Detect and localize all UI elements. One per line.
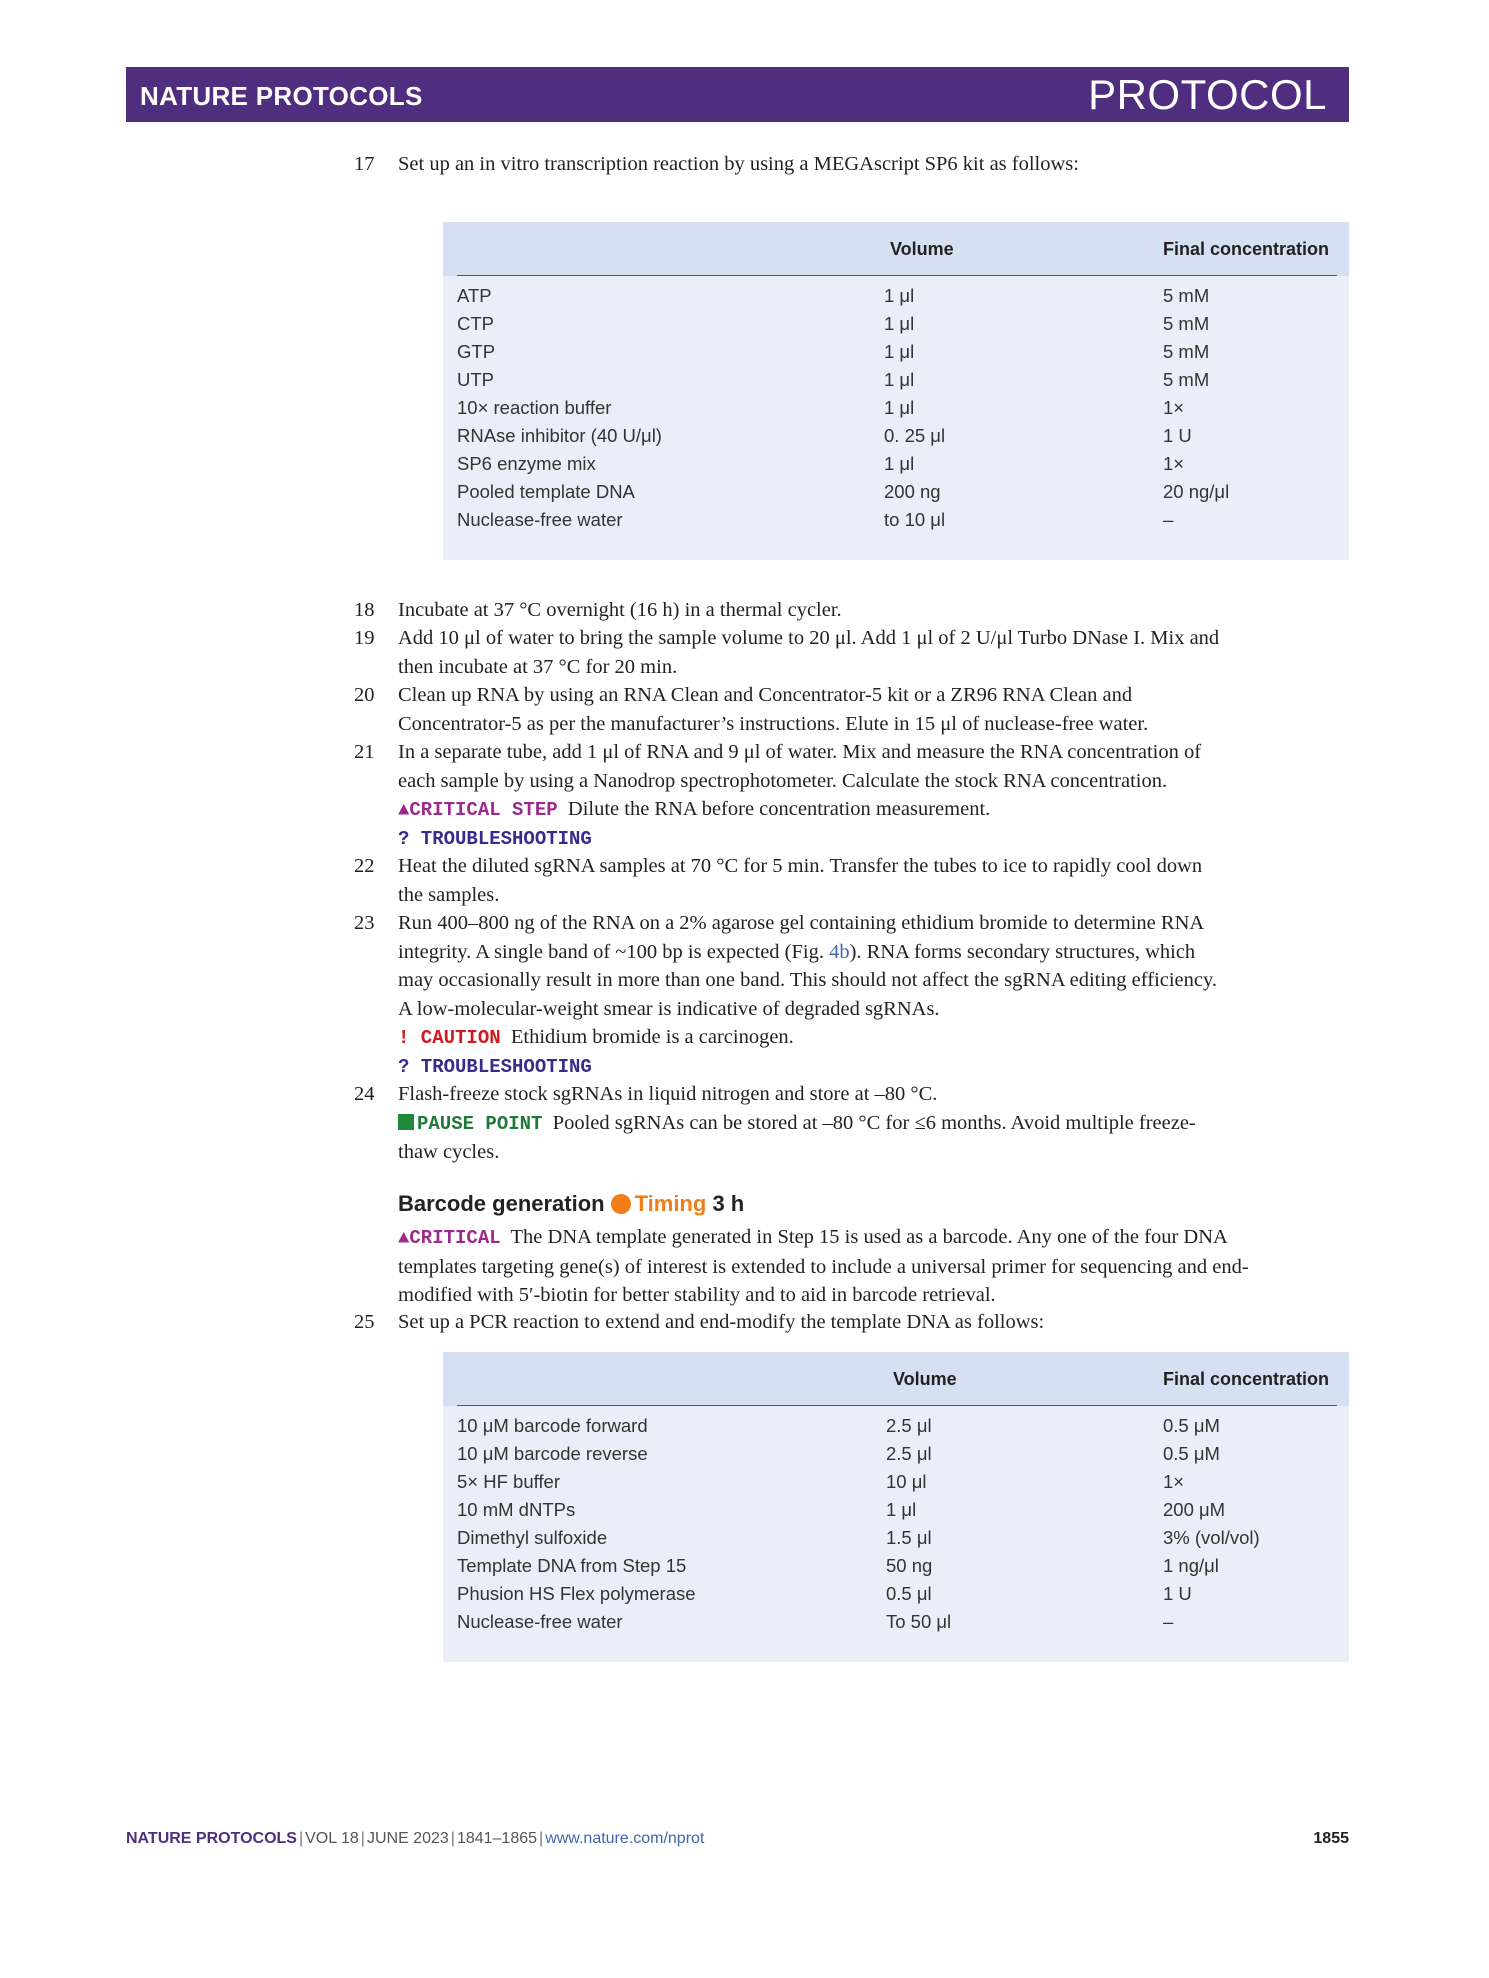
timing-label: Timing <box>634 1191 707 1216</box>
cell-item: SP6 enzyme mix <box>457 453 596 474</box>
pause-point-note <box>398 1109 1350 1139</box>
critical-label: ▲CRITICAL <box>398 1227 501 1249</box>
step-text-fragment: ). RNA forms secondary structures, which <box>849 940 1196 963</box>
cell-volume: 1 μl <box>884 397 915 418</box>
step-number: 18 <box>354 599 375 621</box>
cell-item: 10 μM barcode reverse <box>457 1443 648 1464</box>
table-row <box>443 1555 1349 1583</box>
timing-value: 3 h <box>712 1191 745 1216</box>
step-number: 21 <box>354 741 375 763</box>
cell-final: 5 mM <box>1163 369 1210 390</box>
step-number: 20 <box>354 684 375 706</box>
table-header <box>443 222 1349 276</box>
footer-volume: VOL 18 <box>305 1830 359 1847</box>
step-24 <box>354 1080 1350 1167</box>
cell-item: UTP <box>457 369 494 390</box>
step-text-line: the samples. <box>398 883 500 906</box>
journal-name: NATURE PROTOCOLS <box>140 81 423 111</box>
step-25 <box>354 1308 1350 1337</box>
cell-item: 10 μM barcode forward <box>457 1415 648 1436</box>
critical-step-note <box>398 795 1350 825</box>
step-text-line: Heat the diluted sgRNA samples at 70 °C for 5 min. Transfer the tubes to ice to rapidly cool down <box>398 855 1203 877</box>
step-text-line: then incubate at 37 °C for 20 min. <box>398 655 678 678</box>
cell-item: 5× HF buffer <box>457 1471 561 1492</box>
page-footer <box>126 1830 1349 1848</box>
cell-final: 1 ng/μl <box>1163 1555 1219 1576</box>
header-rule <box>457 1405 1337 1406</box>
step-20 <box>354 681 1350 738</box>
step-text-line: Run 400–800 ng of the RNA on a 2% agarose gel containing ethidium bromide to determine RNA <box>398 912 1205 934</box>
cell-volume: 1.5 μl <box>886 1527 932 1548</box>
step-number: 22 <box>354 855 375 877</box>
critical-step-text: Dilute the RNA before concentration measurement. <box>567 798 991 820</box>
caution-text: Ethidium bromide is a carcinogen. <box>510 1026 794 1048</box>
cell-item: 10× reaction buffer <box>457 397 612 418</box>
step-number: 17 <box>354 153 375 175</box>
step-text: Set up an in vitro transcription reaction by using a MEGAscript SP6 kit as follows: <box>398 153 1079 175</box>
caution-label: ! CAUTION <box>398 1027 501 1049</box>
barcode-critical-paragraph <box>398 1223 1350 1310</box>
cell-final: 5 mM <box>1163 285 1210 306</box>
table-row <box>443 425 1349 453</box>
cell-item: ATP <box>457 285 492 306</box>
step-text-line: Clean up RNA by using an RNA Clean and Concentrator-5 kit or a ZR96 RNA Clean and <box>398 684 1133 706</box>
cell-item: Phusion HS Flex polymerase <box>457 1583 696 1604</box>
pause-point-label: PAUSE POINT <box>417 1112 543 1135</box>
step-number: 23 <box>354 912 375 934</box>
cell-volume: to 10 μl <box>884 509 946 530</box>
critical-line <box>398 1223 1350 1253</box>
cell-final: 20 ng/μl <box>1163 481 1230 502</box>
step-text-line: A low-molecular-weight smear is indicative of degraded sgRNAs. <box>398 997 940 1020</box>
table-row <box>443 1443 1349 1471</box>
cell-item: Template DNA from Step 15 <box>457 1555 687 1576</box>
pause-point-text: Pooled sgRNAs can be stored at –80 °C for ≤6 months. Avoid multiple freeze- <box>552 1111 1196 1134</box>
cell-final: 1 U <box>1163 425 1192 446</box>
paragraph-line: modified with 5′-biotin for better stability and to aid in barcode retrieval. <box>398 1284 996 1306</box>
table-row <box>443 481 1349 509</box>
cell-volume: 1 μl <box>884 313 915 334</box>
cell-volume: 2.5 μl <box>886 1415 932 1436</box>
cell-item: 10 mM dNTPs <box>457 1499 576 1520</box>
cell-final: 200 μM <box>1163 1499 1226 1520</box>
page-number: 1855 <box>1313 1830 1349 1847</box>
footer-pages: 1841–1865 <box>456 1830 538 1847</box>
step-text-line: Add 10 μl of water to bring the sample volume to 20 μl. Add 1 μl of 2 U/μl Turbo DNase I. Mix and <box>398 627 1220 649</box>
step-18 <box>354 596 1350 625</box>
step-number: 19 <box>354 627 375 649</box>
troubleshooting-label: ? TROUBLESHOOTING <box>398 827 592 850</box>
journal-header-bar <box>126 67 1349 122</box>
step-21 <box>354 738 1350 853</box>
table-row <box>443 1527 1349 1555</box>
step-23 <box>354 909 1350 1081</box>
header-volume: Volume <box>890 239 954 259</box>
step-19 <box>354 624 1350 681</box>
cell-final: – <box>1163 1611 1174 1632</box>
table-row <box>443 397 1349 425</box>
footer-separator: | <box>298 1830 304 1847</box>
header-volume: Volume <box>893 1369 957 1389</box>
table-row <box>443 509 1349 537</box>
footer-url-link[interactable]: www.nature.com/nprot <box>545 1830 705 1847</box>
step-text-line: each sample by using a Nanodrop spectrophotometer. Calculate the stock RNA concentration. <box>398 769 1168 792</box>
caution-note <box>398 1023 1350 1053</box>
article-type: PROTOCOL <box>1088 71 1327 118</box>
critical-step-label: ▲CRITICAL STEP <box>398 799 558 821</box>
step-text-fragment: integrity. A single band of ~100 bp is expected (Fig. <box>398 940 830 963</box>
cell-item: Pooled template DNA <box>457 481 635 502</box>
table-header <box>443 1352 1349 1406</box>
pause-point-icon <box>398 1114 414 1130</box>
critical-text: The DNA template generated in Step 15 is used as a barcode. Any one of the four DNA <box>510 1226 1228 1248</box>
header-final-concentration: Final concentration <box>1163 239 1330 259</box>
cell-volume: 1 μl <box>884 369 915 390</box>
table-row <box>443 341 1349 369</box>
section-title-text: Barcode generation <box>398 1191 605 1216</box>
cell-volume: 200 ng <box>884 481 941 502</box>
pcr-reagent-table <box>443 1352 1349 1662</box>
table-row <box>443 1611 1349 1639</box>
step-text: Incubate at 37 °C overnight (16 h) in a thermal cycler. <box>398 599 842 621</box>
step-22 <box>354 852 1350 909</box>
table-row <box>443 1415 1349 1443</box>
cell-item: Nuclease-free water <box>457 509 623 530</box>
cell-item: Nuclease-free water <box>457 1611 623 1632</box>
step-text-line: Concentrator-5 as per the manufacturer’s instructions. Elute in 15 μl of nuclease-free water. <box>398 712 1149 735</box>
cell-volume: 1 μl <box>884 285 915 306</box>
cell-volume: To 50 μl <box>886 1611 952 1632</box>
cell-item: GTP <box>457 341 496 362</box>
troubleshooting-label: ? TROUBLESHOOTING <box>398 1055 592 1078</box>
cell-item: Dimethyl sulfoxide <box>457 1527 608 1548</box>
cell-final: – <box>1163 509 1174 530</box>
cell-final: 5 mM <box>1163 313 1210 334</box>
step-text: Set up a PCR reaction to extend and end-modify the template DNA as follows: <box>398 1311 1045 1333</box>
header-final-concentration: Final concentration <box>1163 1369 1330 1389</box>
cell-volume: 50 ng <box>886 1555 933 1576</box>
table-row <box>443 453 1349 481</box>
footer-separator: | <box>450 1830 455 1847</box>
cell-final: 1× <box>1163 397 1185 418</box>
cell-volume: 1 μl <box>886 1499 917 1520</box>
timing-clock-icon <box>611 1194 631 1214</box>
table-row <box>443 313 1349 341</box>
footer-journal: NATURE PROTOCOLS <box>126 1830 297 1847</box>
cell-final: 5 mM <box>1163 341 1210 362</box>
cell-final: 0.5 μM <box>1163 1415 1220 1436</box>
cell-item: CTP <box>457 313 494 334</box>
cell-volume: 0. 25 μl <box>884 425 946 446</box>
table-row <box>443 1471 1349 1499</box>
cell-final: 0.5 μM <box>1163 1443 1220 1464</box>
cell-volume: 10 μl <box>886 1471 927 1492</box>
step-text-line: In a separate tube, add 1 μl of RNA and 9 μl of water. Mix and measure the RNA concentration of <box>398 741 1202 763</box>
cell-volume: 2.5 μl <box>886 1443 932 1464</box>
cell-item: RNAse inhibitor (40 U/μl) <box>457 425 662 446</box>
cell-final: 1× <box>1163 1471 1185 1492</box>
cell-final: 3% (vol/vol) <box>1163 1527 1260 1548</box>
ivt-reagent-table <box>443 222 1349 560</box>
footer-date: JUNE 2023 <box>366 1830 449 1847</box>
step-text-line <box>398 938 1350 967</box>
step-17 <box>354 150 1350 179</box>
step-number: 24 <box>354 1083 375 1105</box>
footer-separator: | <box>539 1830 544 1847</box>
cell-volume: 1 μl <box>884 341 915 362</box>
figure-link[interactable]: 4b <box>829 940 850 963</box>
cell-volume: 1 μl <box>884 453 915 474</box>
table-row <box>443 285 1349 313</box>
cell-volume: 0.5 μl <box>886 1583 932 1604</box>
header-rule <box>457 275 1337 276</box>
step-text-line: Flash-freeze stock sgRNAs in liquid nitrogen and store at –80 °C. <box>398 1083 938 1105</box>
section-heading-barcode-generation <box>398 1191 744 1217</box>
cell-final: 1 U <box>1163 1583 1192 1604</box>
footer-separator: | <box>360 1830 365 1847</box>
table-row <box>443 1583 1349 1611</box>
step-text-line: thaw cycles. <box>398 1141 500 1163</box>
step-text-line: may occasionally result in more than one band. This should not affect the sgRNA editing efficiency. <box>398 969 1218 991</box>
table-row <box>443 369 1349 397</box>
step-number: 25 <box>354 1311 375 1333</box>
paragraph-line: templates targeting gene(s) of interest is extended to include a universal primer for sequencing and end- <box>398 1255 1249 1278</box>
cell-final: 1× <box>1163 453 1185 474</box>
table-row <box>443 1499 1349 1527</box>
